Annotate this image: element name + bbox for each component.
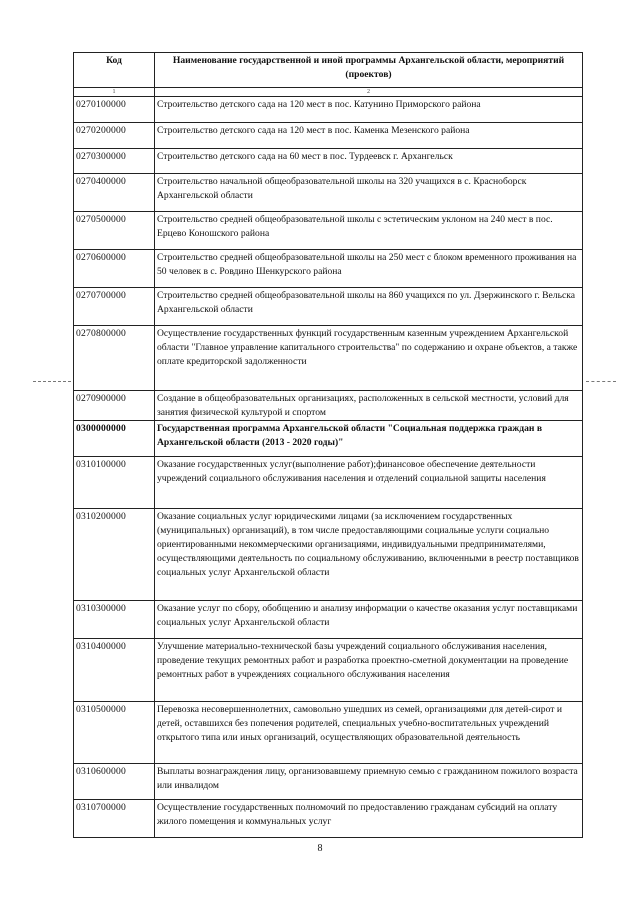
table-row <box>74 639 583 702</box>
table-row <box>74 601 583 639</box>
row-code: 0270700000 <box>74 288 155 326</box>
table-row <box>74 212 583 250</box>
row-name: Государственная программа Архангельской области "Социальная поддержка граждан в Архангельской области (2013 - 2020 годы)" <box>155 421 583 457</box>
column-number-1: 1 <box>74 88 155 97</box>
table-row <box>74 457 583 509</box>
table-row <box>74 764 583 800</box>
table-row <box>74 288 583 326</box>
row-code: 0310100000 <box>74 457 155 509</box>
row-code: 0310600000 <box>74 764 155 800</box>
program-table <box>73 52 583 838</box>
table-row <box>74 800 583 838</box>
row-code: 0270200000 <box>74 123 155 149</box>
row-name: Строительство начальной общеобразовательной школы на 320 учащихся в с. Красноборск Архангельской области <box>155 174 583 212</box>
row-name: Строительство детского сада на 60 мест в пос. Турдеевск г. Архангельск <box>155 149 583 174</box>
row-name: Оказание государственных услуг(выполнение работ);финансовое обеспечение деятельности учреждений социального обслуживания населения и отделений социальной защиты населения <box>155 457 583 509</box>
row-code: 0310200000 <box>74 509 155 601</box>
header-code: Код <box>74 53 155 88</box>
table-body <box>74 97 583 838</box>
header-name: Наименование государственной и иной программы Архангельской области, мероприятий (проектов) <box>155 53 583 88</box>
row-name: Строительство средней общеобразовательной школы с эстетическим уклоном на 240 мест в пос. Ерцево Коношского района <box>155 212 583 250</box>
row-code: 0270400000 <box>74 174 155 212</box>
row-name: Осуществление государственных полномочий по предоставлению гражданам субсидий на оплату жилого помещения и коммунальных услуг <box>155 800 583 838</box>
row-code: 0270800000 <box>74 326 155 391</box>
column-number-2: 2 <box>155 88 583 97</box>
table-row <box>74 250 583 288</box>
row-code: 0270100000 <box>74 97 155 123</box>
row-name: Строительство средней общеобразовательной школы на 250 мест с блоком временного проживания на 50 человек в с. Ровдино Шенкурского района <box>155 250 583 288</box>
row-name: Улучшение материально-технической базы учреждений социального обслуживания населения, проведение текущих ремонтных работ и разработка проектно-сметной документации на проведение ремонтных работ в учреждениях социального обслуживания населения <box>155 639 583 702</box>
row-name: Строительство детского сада на 120 мест в пос. Катунино Приморского района <box>155 97 583 123</box>
table-row <box>74 421 583 457</box>
row-name: Выплаты вознаграждения лицу, организовавшему приемную семью с гражданином пожилого возраста или инвалидом <box>155 764 583 800</box>
table-row <box>74 174 583 212</box>
cut-line-right <box>586 381 616 382</box>
row-name: Перевозка несовершеннолетних, самовольно ушедших из семей, организациями для детей-сирот и детей, оставшихся без попечения родителей, специальных учебно-воспитательных учреждений открытого типа или иных организаций, осуществляющих образовательной деятельность <box>155 702 583 764</box>
row-code: 0310700000 <box>74 800 155 838</box>
row-code: 0270600000 <box>74 250 155 288</box>
row-name: Создание в общеобразовательных организациях, расположенных в сельской местности, условий для занятия физической культурой и спортом <box>155 391 583 421</box>
row-code: 0310500000 <box>74 702 155 764</box>
table-row <box>74 391 583 421</box>
table-row <box>74 123 583 149</box>
row-code: 0310300000 <box>74 601 155 639</box>
row-code: 0270900000 <box>74 391 155 421</box>
table-row <box>74 97 583 123</box>
row-code: 0270300000 <box>74 149 155 174</box>
row-name: Осуществление государственных функций государственным казенным учреждением Архангельской области "Главное управление капитального строительства" по содержанию и охране объектов, а также оплате кредиторской задолженности <box>155 326 583 391</box>
table-row <box>74 509 583 601</box>
row-name: Оказание услуг по сбору, обобщению и анализу информации о качестве оказания услуг поставщиками социальных услуг Архангельской области <box>155 601 583 639</box>
row-name: Строительство средней общеобразовательной школы на 860 учащихся по ул. Дзержинского г. Вельска Архангельской области <box>155 288 583 326</box>
table-row <box>74 702 583 764</box>
row-code: 0300000000 <box>74 421 155 457</box>
row-code: 0270500000 <box>74 212 155 250</box>
cut-line-left <box>33 381 71 382</box>
column-number-row <box>74 88 583 97</box>
table-row <box>74 326 583 391</box>
row-name: Строительство детского сада на 120 мест в пос. Каменка Мезенского района <box>155 123 583 149</box>
header-row <box>74 53 583 88</box>
row-name: Оказание социальных услуг юридическими лицами (за исключением государственных (муниципальных) организаций), в том числе предоставляющими социальные услуги социально ориентированными некоммерческими организациями, индивидуальными предпринимателями, осуществляющими деятельность по социальному обслуживанию, включенными в реестр поставщиков социальных услуг Архангельской области <box>155 509 583 601</box>
page-number: 8 <box>317 843 323 854</box>
table-row <box>74 149 583 174</box>
row-code: 0310400000 <box>74 639 155 702</box>
